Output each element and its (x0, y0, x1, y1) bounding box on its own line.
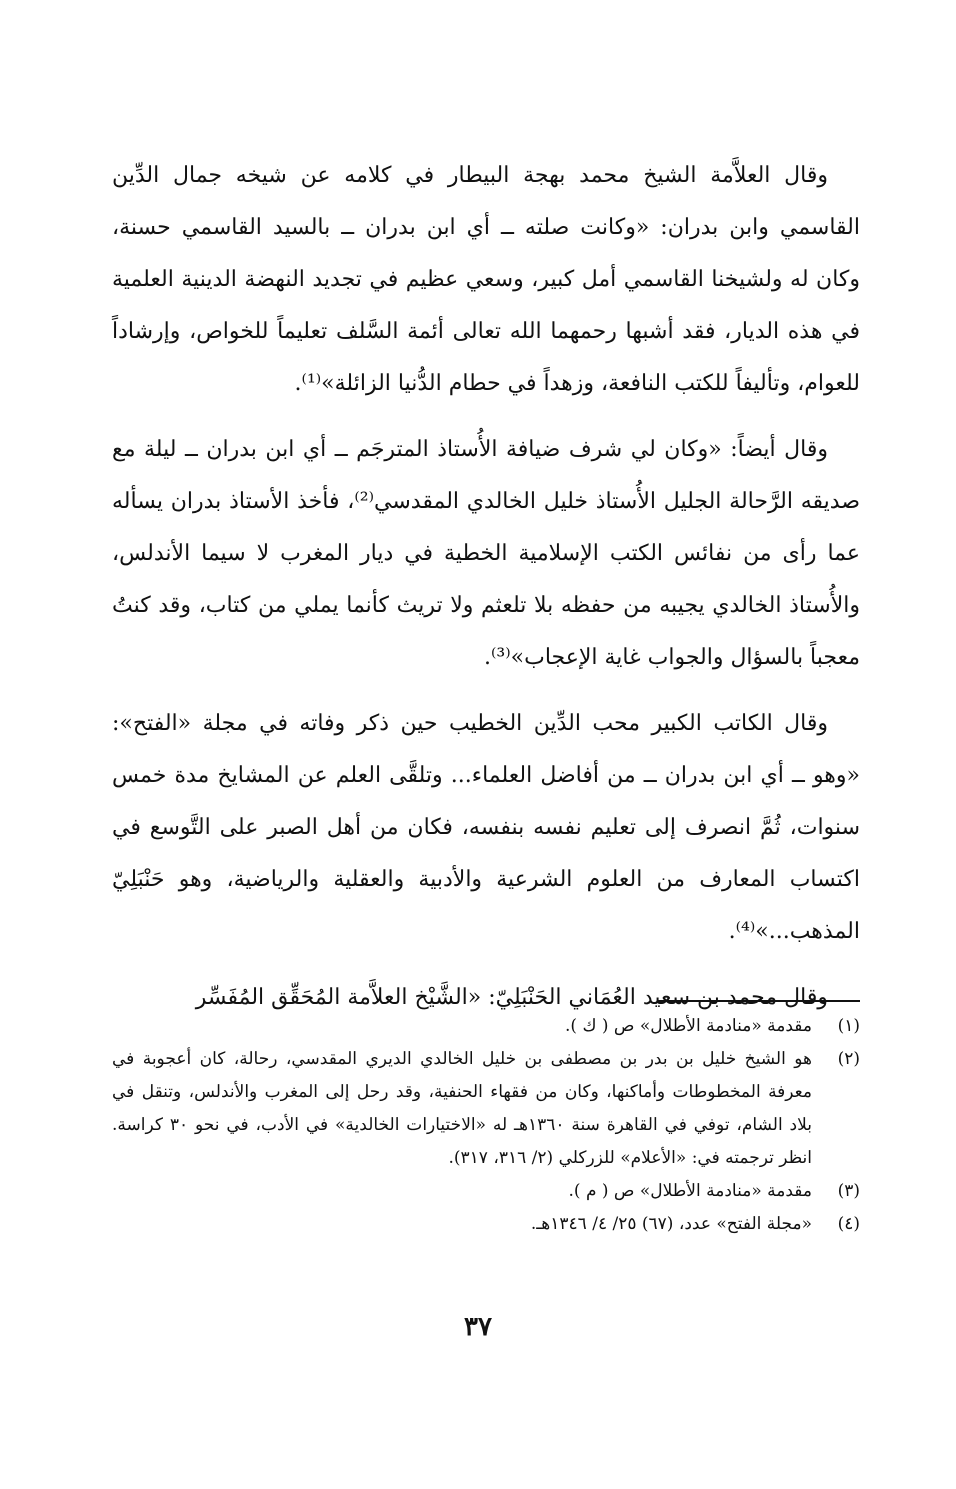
footnote-number: (١) (837, 1016, 860, 1036)
paragraph-khatib-quote: وقال الكاتب الكبير محب الدِّين الخطيب حين ذكر وفاته في مجلة «الفتح»: «وهو ــ أي ابن بدران ــ من أفاضل العلماء... وتلقَّى العلم عن المشايخ مدة خمس سنوات، ثُمَّ انصرف إلى تعليم نفسه بنفسه، فكان من أهل الصبر على التَّوسع في اكتساب المعارف من العلوم الشرعية والأدبية والعقلية والرياضية، وهو حَنْبَلِيّ المذهب...»⁽⁴⁾. (112, 711, 860, 944)
page-number: ٣٧ (464, 1312, 492, 1342)
main-text (112, 150, 860, 1038)
footnote-2 (112, 1043, 860, 1175)
footnote-1 (112, 1010, 860, 1043)
footnote-text: «مجلة الفتح» عدد، (٦٧) ٢٥/ ٤/ ١٣٤٦هـ. (530, 1214, 812, 1234)
footnote-number: (٢) (837, 1049, 860, 1069)
footnote-text: مقدمة «منادمة الأطلال» ص ( م ). (568, 1181, 812, 1201)
footnotes (112, 1010, 860, 1241)
footnote-number: (٣) (837, 1181, 860, 1201)
footnote-number: (٤) (837, 1214, 860, 1234)
paragraph-bitar-quote: وقال العلاَّمة الشيخ محمد بهجة البيطار في كلامه عن شيخه جمال الدِّين القاسمي وابن بدران: «وكانت صلته ــ أي ابن بدران ــ بالسيد القاسمي حسنة، وكان له ولشيخنا القاسمي أمل كبير، وسعي عظيم في تجديد النهضة الدينية العلمية في هذه الديار، فقد أشبها رحمهما الله تعالى أئمة السَّلف تعليماً للخواص، وإرشاداً للعوام، وتأليفاً للكتب النافعة، وزهداً في حطام الدُّنيا الزائلة»⁽¹⁾. (112, 163, 860, 396)
footnote-text: هو الشيخ خليل بن بدر بن مصطفى بن خليل الخالدي الديري المقدسي، رحالة، كان أعجوبة في معرفة المخطوطات وأماكنها، وكان من فقهاء الحنفية، وقد رحل إلى المغرب والأندلس، وتنقل في بلاد الشام، توفي في القاهرة سنة ١٣٦٠هـ له «الاختيارات الخالدية» في الأدب، في نحو ٣٠ كراسة. انظر ترجمته في: «الأعلام» للزركلي (٢/ ٣١٦، ٣١٧). (112, 1049, 812, 1168)
paragraph-khalidi-visit: وقال أيضاً: «وكان لي شرف ضيافة الأُستاذ المترجَم ــ أي ابن بدران ــ ليلة مع صديقه الرَّحالة الجليل الأُستاذ خليل الخالدي المقدسي⁽²⁾، فأخذ الأستاذ بدران يسأله عما رأى من نفائس الكتب الإسلامية الخطية في ديار المغرب لا سيما الأندلس، والأُستاذ الخالدي يجيبه من حفظه بلا تلعثم ولا تريث كأنما يملي من كتاب، وقد كنتُ معجباً بالسؤال والجواب غاية الإعجاب»⁽³⁾. (112, 437, 861, 670)
footnote-4 (112, 1208, 860, 1241)
footnote-3 (112, 1175, 860, 1208)
paragraph-umani-quote: وقال محمد بن سعيد العُمَاني الحَنْبَلِيّ: «الشَّيْخ العلاَّمة المُحَقِّق المُفَسِّر (195, 985, 828, 1010)
footnote-text: مقدمة «منادمة الأطلال» ص ( ك ). (565, 1016, 812, 1036)
footnote-separator (658, 1000, 860, 1002)
